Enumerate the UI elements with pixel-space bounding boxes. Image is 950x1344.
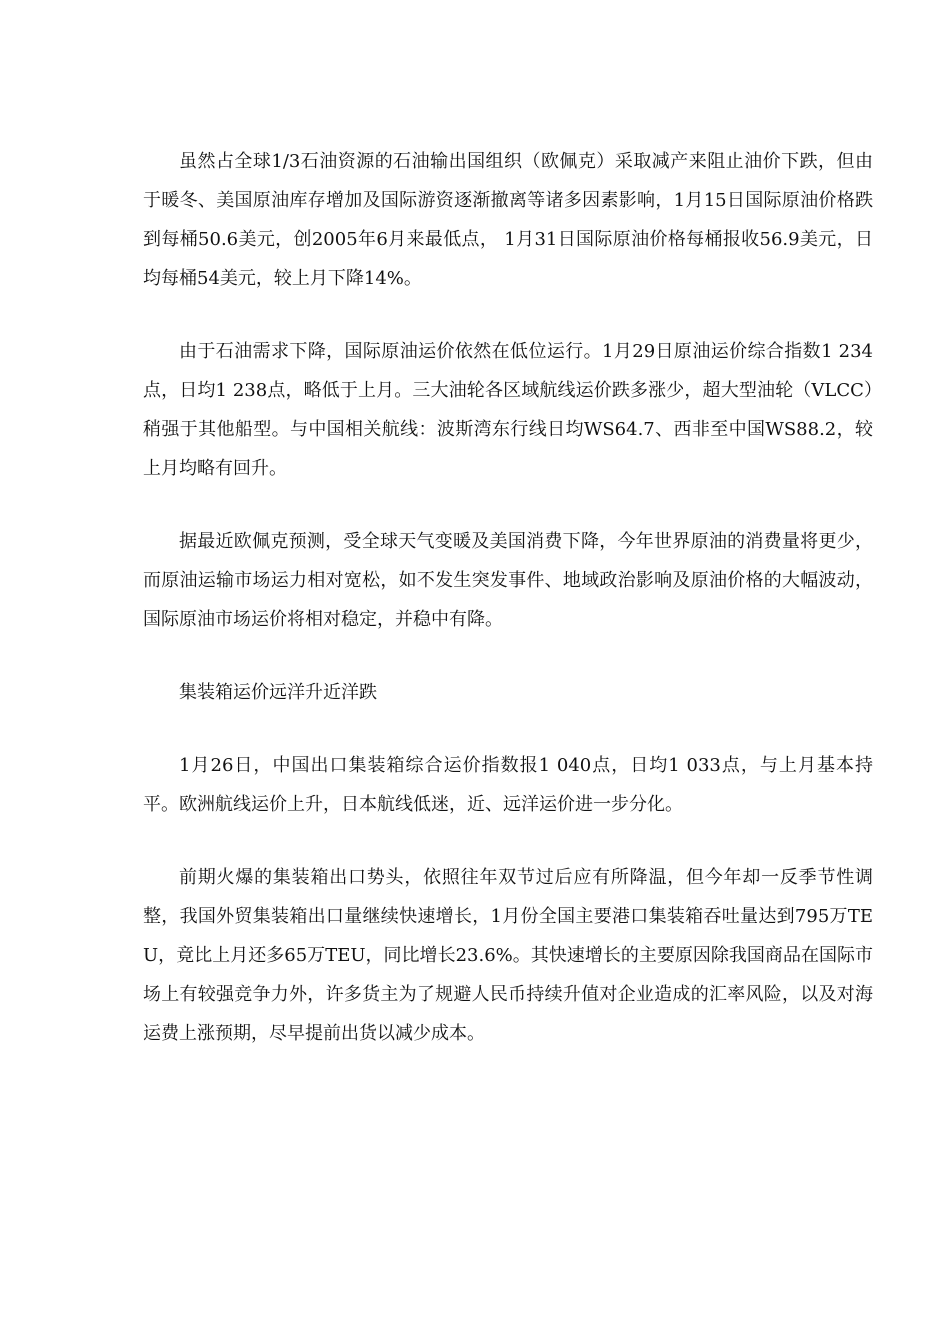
paragraph-crude-freight: 由于石油需求下降，国际原油运价依然在低位运行。1月29日原油运价综合指数1 234点，日均1 238点，略低于上月。三大油轮各区域航线运价跌多涨少，超大型油轮（VLCC）稍强于其他船型。与中国相关航线：波斯湾东行线日均WS64.7、西非至中国WS88.2，较上月均略有回升。 bbox=[143, 341, 873, 479]
paragraph-opec-forecast: 据最近欧佩克预测，受全球天气变暖及美国消费下降，今年世界原油的消费量将更少，而原油运输市场运力相对宽松，如不发生突发事件、地域政治影响及原油价格的大幅波动，国际原油市场运价将相对稳定，并稳中有降。 bbox=[143, 531, 873, 630]
paragraph-container-exports: 前期火爆的集装箱出口势头，依照往年双节过后应有所降温，但今年却一反季节性调整，我国外贸集装箱出口量继续快速增长，1月份全国主要港口集装箱吞吐量达到795万TEU，竟比上月还多65万TEU，同比增长23.6%。其快速增长的主要原因除我国商品在国际市场上有较强竞争力外，许多货主为了规避人民币持续升值对企业造成的汇率风险，以及对海运费上涨预期，尽早提前出货以减少成本。 bbox=[143, 867, 873, 1044]
paragraph-container-index: 1月26日，中国出口集装箱综合运价指数报1 040点，日均1 033点，与上月基本持平。欧洲航线运价上升，日本航线低迷，近、远洋运价进一步分化。 bbox=[143, 755, 873, 815]
section-heading-container-rates: 集装箱运价远洋升近洋跌 bbox=[179, 682, 377, 703]
document-body bbox=[143, 142, 873, 1053]
paragraph-oil-price: 虽然占全球1/3石油资源的石油输出国组织（欧佩克）采取减产来阻止油价下跌，但由于暖冬、美国原油库存增加及国际游资逐渐撤离等诸多因素影响，1月15日国际原油价格跌到每桶50.6美元，创2005年6月来最低点， 1月31日国际原油价格每桶报收56.9美元，日均每桶54美元，较上月下降14%。 bbox=[143, 151, 873, 289]
